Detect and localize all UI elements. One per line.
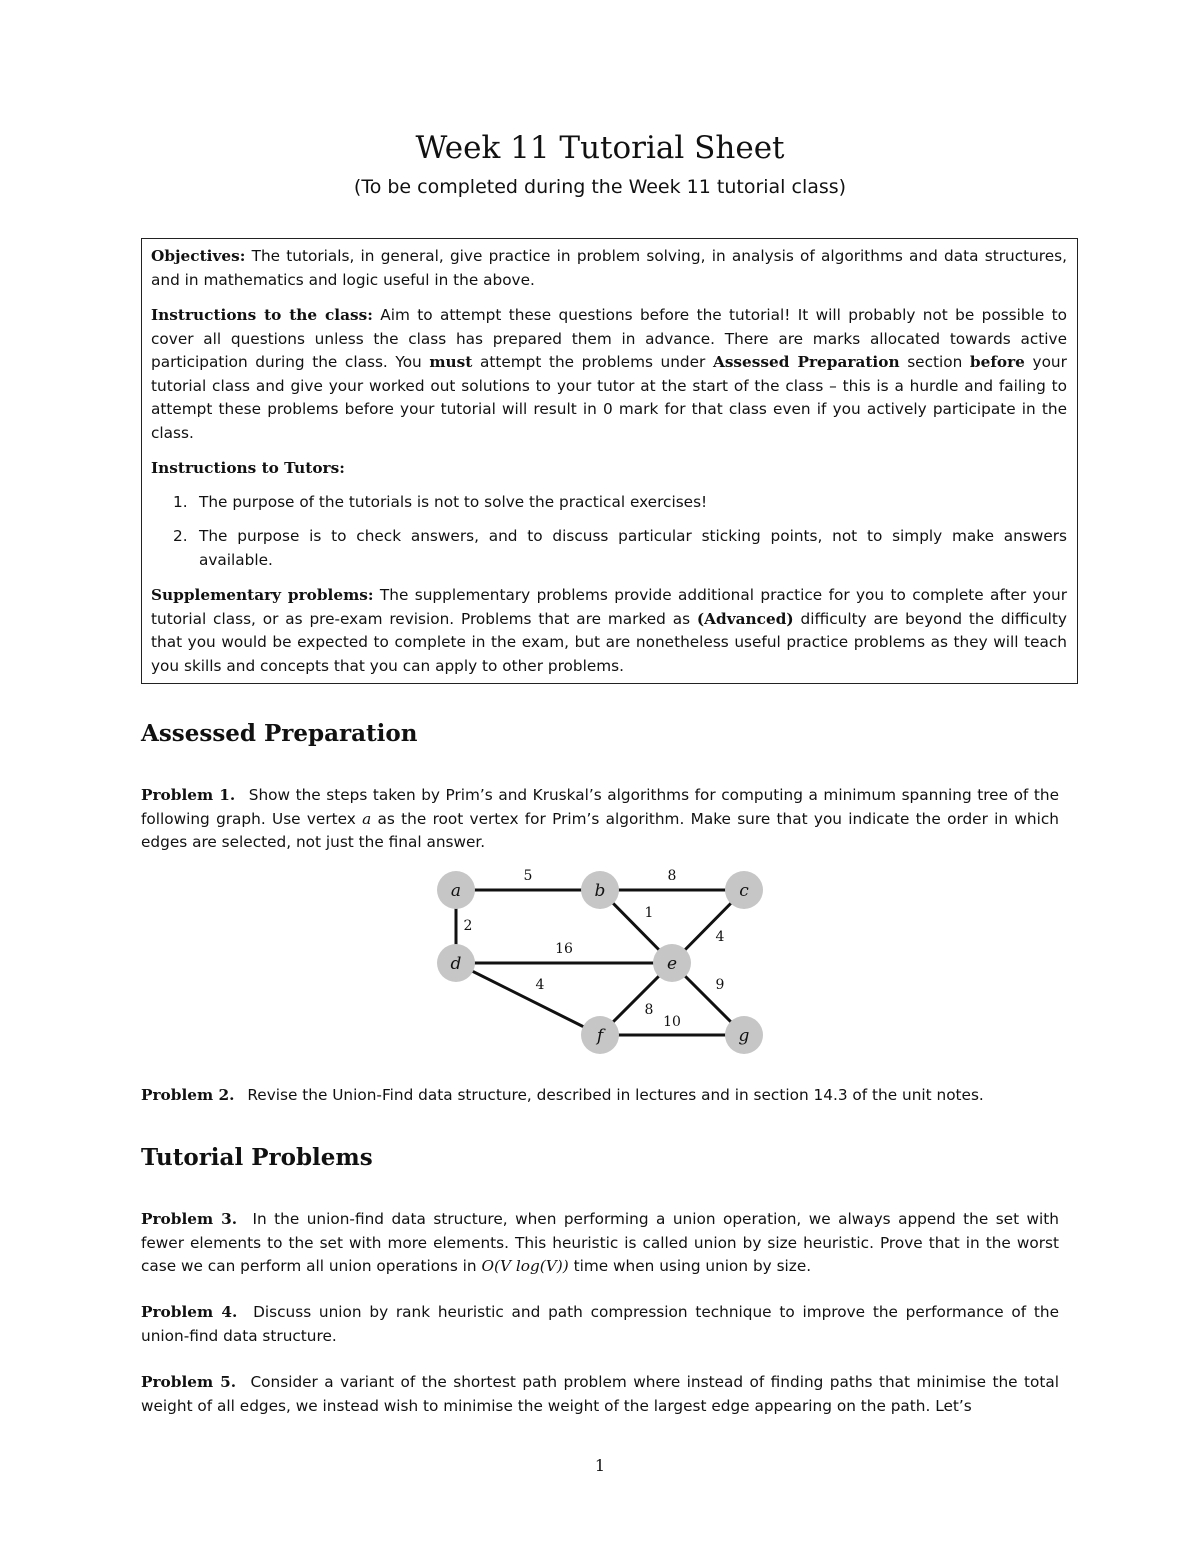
graph-edges — [456, 890, 744, 1035]
problem-5 — [141, 1371, 1059, 1418]
objectives-label: Objectives: — [151, 247, 246, 265]
graph-edge-weight-ef: 8 — [644, 1002, 654, 1018]
graph-vertex-e — [653, 944, 691, 982]
graph-edge-weight-bc: 8 — [667, 868, 677, 884]
class-instructions-text: attempt the problems under — [479, 353, 706, 371]
graph-vertex-f — [581, 1016, 619, 1054]
list-item-text: The purpose of the tutorials is not to solve the practical exercises! — [199, 492, 708, 511]
advanced-emphasis: (Advanced) — [696, 609, 794, 628]
problem-label: Problem 2. — [141, 1086, 235, 1104]
problem-text: Consider a variant of the shortest path problem where instead of finding paths that minimise the total weight of all edges, we instead wish to minimise the weight of the largest edge appearing on the path. Let’s — [141, 1373, 1059, 1415]
problem-1 — [141, 784, 1059, 855]
problem-2 — [141, 1084, 1059, 1108]
before-emphasis: before — [969, 353, 1025, 371]
graph-edge-weight-ce: 4 — [715, 929, 725, 945]
supplementary-paragraph — [151, 584, 1067, 678]
graph-vertex-label: b — [594, 881, 606, 901]
list-item — [151, 491, 1067, 515]
problem-label: Problem 4. — [141, 1303, 238, 1321]
problem-label: Problem 5. — [141, 1373, 237, 1391]
problem-3 — [141, 1208, 1059, 1279]
graph-vertex-b — [581, 871, 619, 909]
graph-figure — [420, 860, 800, 1065]
problem-text: time when using union by size. — [573, 1257, 812, 1275]
graph-edge-df — [456, 963, 600, 1035]
problem-label: Problem 3. — [141, 1210, 238, 1228]
graph-edge-weight-df: 4 — [535, 977, 545, 993]
supplementary-label: Supplementary problems: — [151, 586, 374, 604]
graph-vertex-label: a — [450, 881, 462, 901]
list-item — [151, 525, 1067, 572]
class-instructions-text: section — [907, 353, 963, 371]
graph-vertex-c — [725, 871, 763, 909]
problem-text: Show the steps taken by Prim’s and Kruskal’s algorithms for computing a minimum spanning tree of the following graph. Use vertex — [141, 786, 1059, 828]
math-variable: a — [362, 809, 372, 828]
graph-edge-weight-eg: 9 — [715, 977, 725, 993]
class-instructions-label: Instructions to the class: — [151, 306, 373, 324]
graph-vertex-d — [437, 944, 475, 982]
problem-text: In the union-find data structure, when performing a union operation, we always append the set with fewer elements to the set with more elements. This heuristic is called union by size heuristic. Prove that in the worst case we can perform all union operations in — [141, 1210, 1059, 1275]
math-expression: O(V log(V)) — [481, 1257, 569, 1275]
list-item-number: 2. — [173, 527, 188, 545]
problem-text: Discuss union by rank heuristic and path compression technique to improve the performance of the union-find data structure. — [141, 1303, 1059, 1345]
graph-edge-weight-ab: 5 — [523, 868, 533, 884]
page-title: Week 11 Tutorial Sheet — [415, 130, 785, 166]
section-heading-tutorial-problems: Tutorial Problems — [141, 1144, 373, 1171]
graph-vertex-label: c — [739, 881, 749, 901]
graph-edge-weight-fg: 10 — [663, 1014, 681, 1030]
class-instructions-paragraph — [151, 304, 1067, 445]
problem-text: as the root vertex for Prim’s algorithm. Make sure that you indicate the order in which edges are selected, not just the final answer. — [141, 809, 1059, 851]
problem-text: Revise the Union-Find data structure, described in lectures and in section 14.3 of the unit notes. — [247, 1086, 984, 1104]
graph-vertex-g — [725, 1016, 763, 1054]
class-instructions-text: Aim to attempt these questions before the tutorial! It will probably not be possible to cover all questions unless the class has prepared them in advance. There are marks allocated towards active participation during the class. You — [151, 306, 1067, 371]
problem-label: Problem 1. — [141, 786, 236, 804]
objectives-text: The tutorials, in general, give practice in problem solving, in analysis of algorithms and data structures, and in mathematics and logic useful in the above. — [151, 247, 1067, 289]
class-instructions-text: your tutorial class and give your worked out solutions to your tutor at the start of the class – this is a hurdle and failing to attempt these problems before your tutorial will result in 0 mark for that class even if you actively participate in the class. — [151, 353, 1067, 442]
tutor-instructions-list — [151, 491, 1067, 573]
graph-vertex-label: f — [596, 1026, 604, 1046]
must-emphasis: must — [429, 353, 473, 371]
page-number: 1 — [594, 1456, 606, 1475]
problem-4 — [141, 1301, 1059, 1348]
page-subtitle: (To be completed during the Week 11 tutorial class) — [353, 176, 847, 198]
graph-vertex-a — [437, 871, 475, 909]
graph-edge-weight-be: 1 — [644, 905, 654, 921]
supplementary-text: difficulty are beyond the difficulty that you would be expected to complete in the exam, but are nonetheless useful practice problems as they will teach you skills and concepts that you can apply to other problems. — [151, 609, 1067, 675]
objectives-paragraph — [151, 245, 1067, 292]
list-item-text: The purpose is to check answers, and to discuss particular sticking points, not to simply make answers available. — [199, 527, 1067, 569]
graph-edge-weight-de: 16 — [555, 941, 573, 957]
objectives-box — [141, 238, 1078, 684]
tutors-instructions-paragraph — [151, 457, 1067, 481]
graph-edge-weight-ad: 2 — [463, 918, 473, 934]
graph-vertex-label: d — [450, 954, 462, 974]
assessed-preparation-emphasis: Assessed Preparation — [712, 353, 900, 371]
list-item-number: 1. — [173, 492, 188, 511]
graph-vertex-label: g — [738, 1026, 750, 1046]
tutors-instructions-label: Instructions to Tutors: — [151, 459, 345, 477]
section-heading-assessed-preparation: Assessed Preparation — [141, 720, 418, 747]
graph-vertex-label: e — [666, 954, 678, 974]
supplementary-text: The supplementary problems provide additional practice for you to complete after your tutorial class, or as pre-exam revision. Problems that are marked as — [151, 586, 1067, 628]
